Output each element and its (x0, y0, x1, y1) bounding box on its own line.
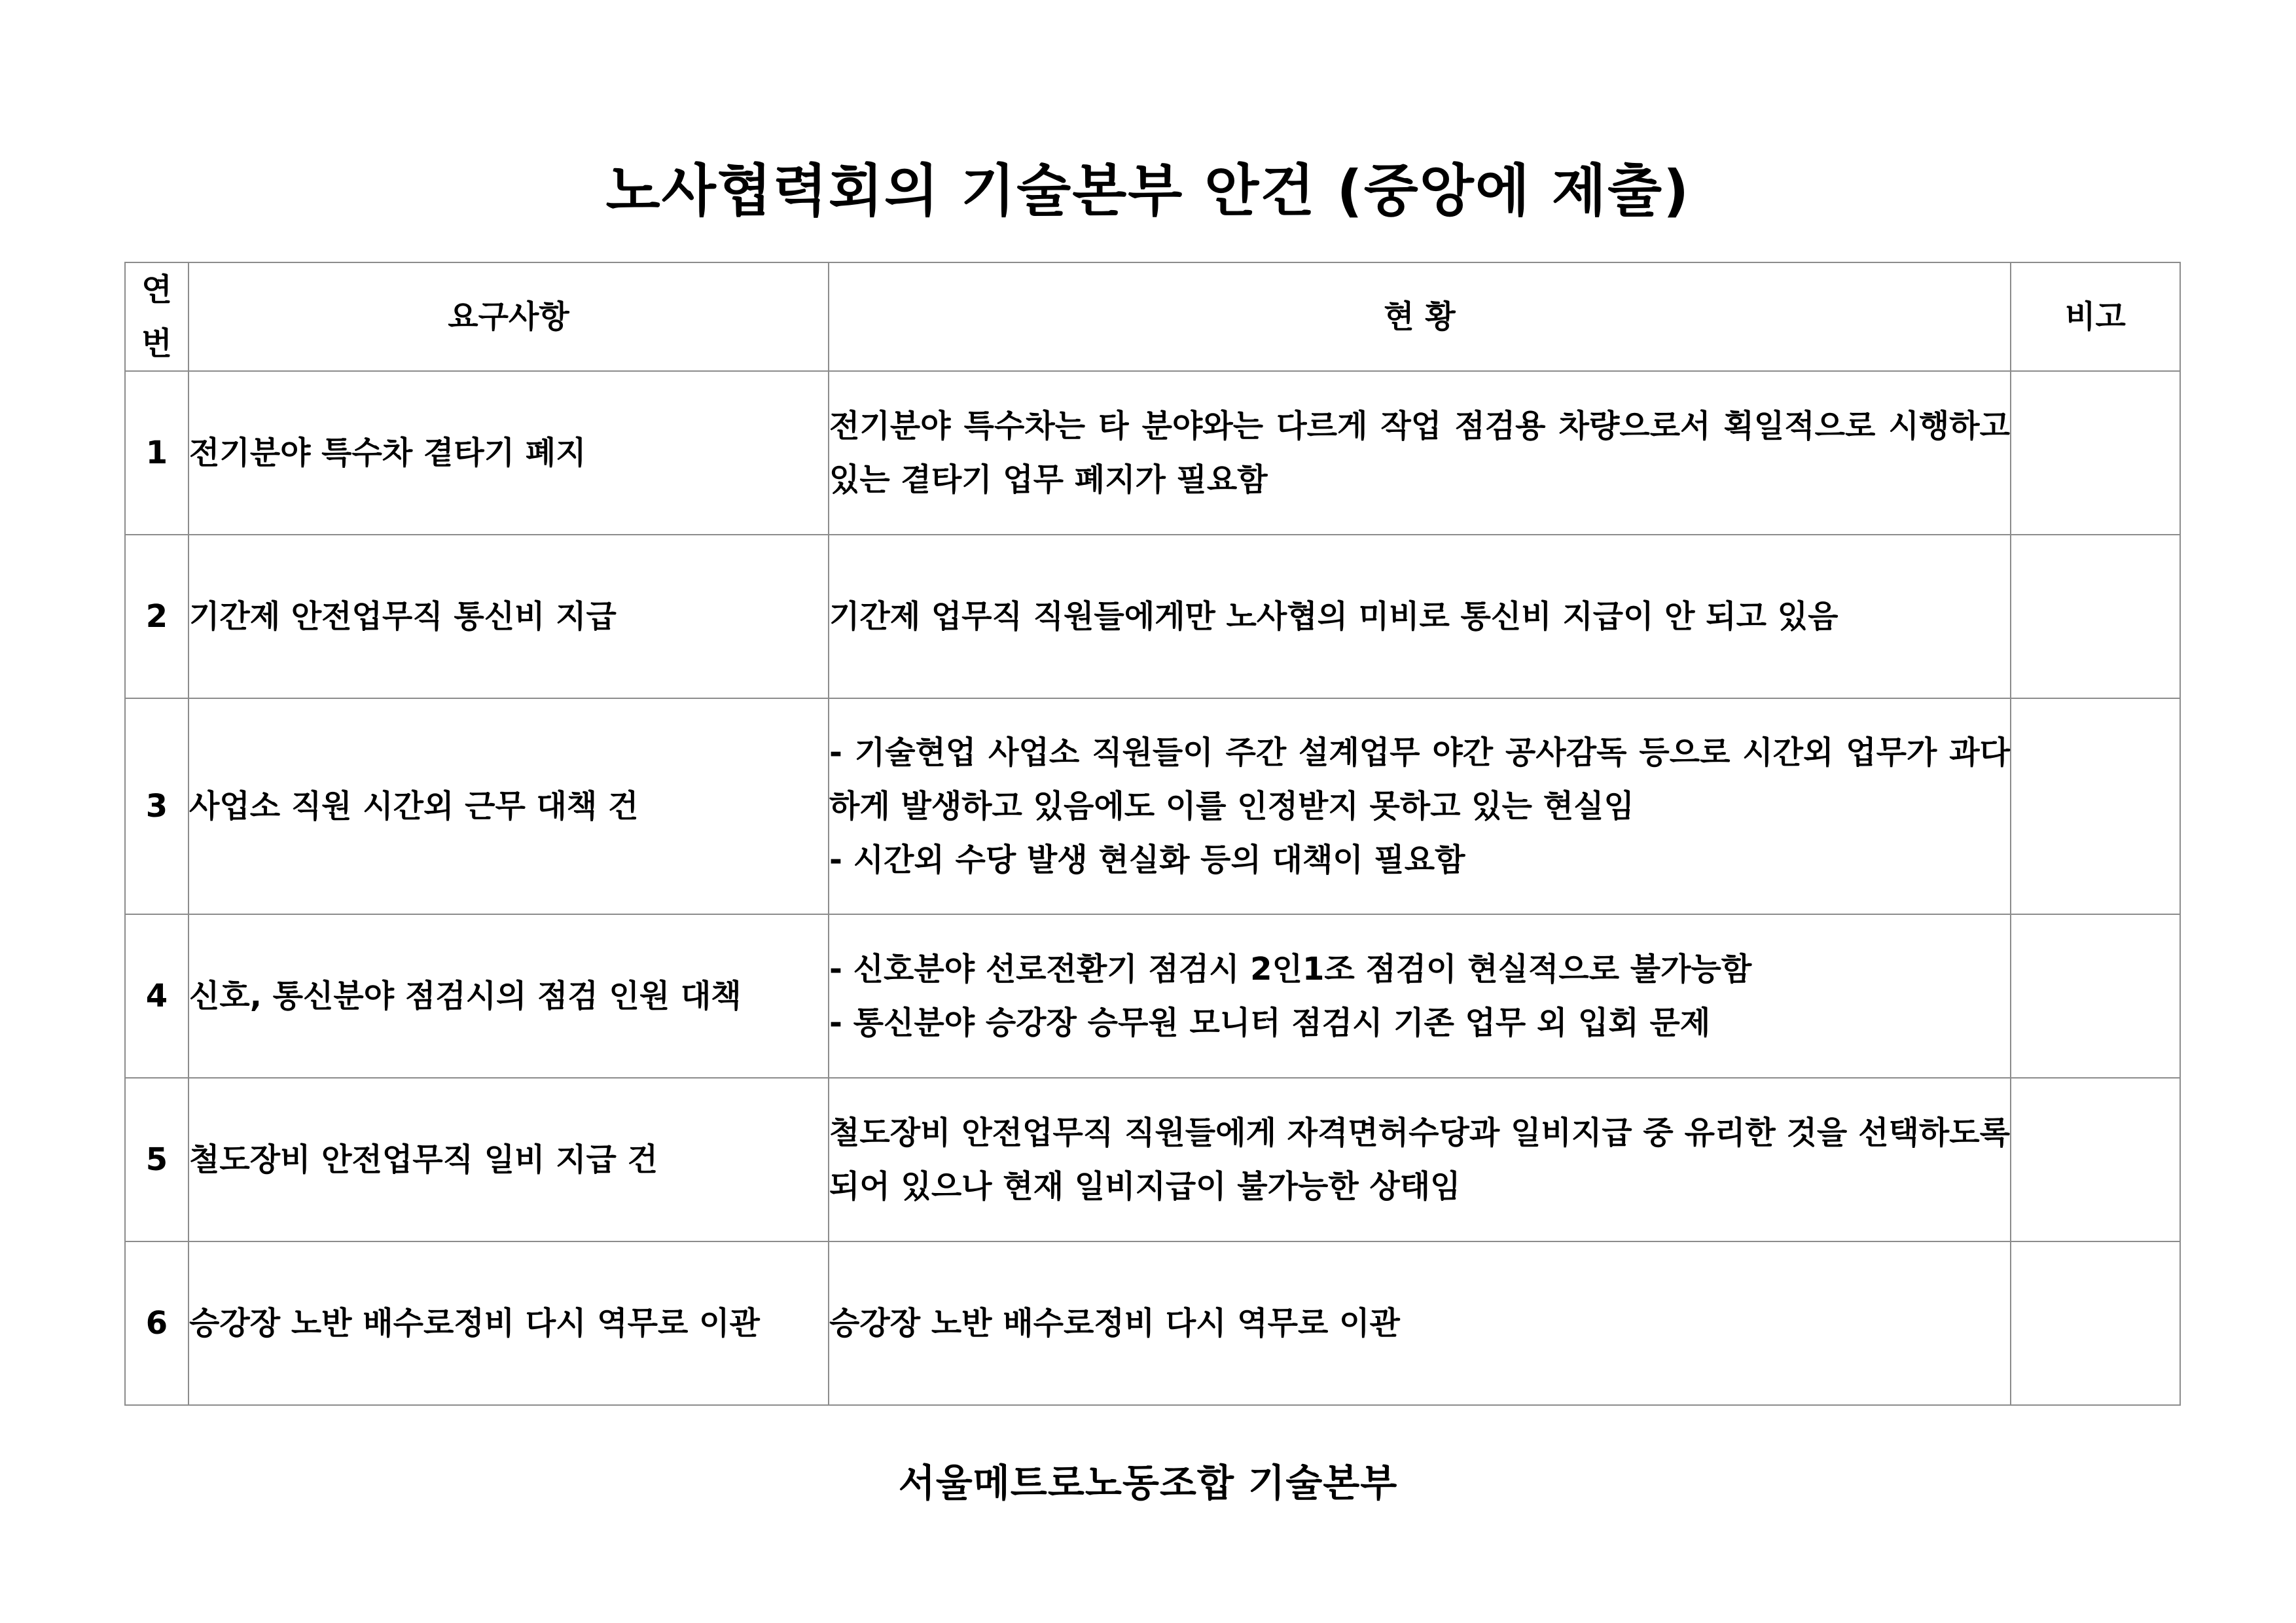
document-footer-organization: 서울메트로노동조합 기술본부 (898, 1461, 1398, 1505)
status-line: 전기분야 특수차는 타 분야와는 다르게 작업 점검용 차량으로서 획일적으로 시행하고 있는 곁타기 업무 폐지가 필요함 (829, 408, 2010, 498)
table-row (125, 1078, 2180, 1241)
row-status (829, 371, 2011, 535)
status-line: - 통신분야 승강장 승무원 모니터 점검시 기존 업무 외 입회 문제 (829, 1005, 1711, 1041)
row-note (2011, 1241, 2180, 1405)
row-number: 4 (125, 914, 188, 1078)
table-row (125, 914, 2180, 1078)
row-note (2011, 1078, 2180, 1241)
table-row (125, 371, 2180, 535)
status-line: - 신호분야 선로전환기 점검시 2인1조 점검이 현실적으로 불가능함 (829, 951, 1752, 988)
status-line: 철도장비 안전업무직 직원들에게 자격면허수당과 일비지급 중 유리한 것을 선택하도록 되어 있으나 현재 일비지급이 불가능한 상태임 (829, 1115, 2010, 1205)
row-number: 3 (125, 698, 188, 914)
row-status (829, 1078, 2011, 1241)
row-status (829, 698, 2011, 914)
row-requirement: 전기분야 특수차 곁타기 폐지 (188, 371, 829, 535)
status-line: 기간제 업무직 직원들에게만 노사협의 미비로 통신비 지급이 안 되고 있음 (829, 598, 1839, 635)
status-line: - 시간외 수당 발생 현실화 등의 대책이 필요함 (829, 842, 1465, 878)
header-status: 현 황 (829, 262, 2011, 371)
row-number: 6 (125, 1241, 188, 1405)
status-line: - 기술현업 사업소 직원들이 주간 설계업무 야간 공사감독 등으로 시간외 업무가 과다하게 발생하고 있음에도 이를 인정받지 못하고 있는 현실임 (829, 734, 2010, 825)
table-row (125, 535, 2180, 698)
row-requirement: 기간제 안전업무직 통신비 지급 (188, 535, 829, 698)
row-status (829, 535, 2011, 698)
header-serial-line2: 번 (141, 325, 172, 362)
row-note (2011, 698, 2180, 914)
row-requirement: 철도장비 안전업무직 일비 지급 건 (188, 1078, 829, 1241)
row-status (829, 914, 2011, 1078)
row-requirement: 신호, 통신분야 점검시의 점검 인원 대책 (188, 914, 829, 1078)
header-note: 비고 (2011, 262, 2180, 371)
row-note (2011, 371, 2180, 535)
row-number: 2 (125, 535, 188, 698)
table-header-row (125, 262, 2180, 371)
row-requirement: 승강장 노반 배수로정비 다시 역무로 이관 (188, 1241, 829, 1405)
row-number: 5 (125, 1078, 188, 1241)
agenda-table (124, 262, 2181, 1406)
row-requirement: 사업소 직원 시간외 근무 대책 건 (188, 698, 829, 914)
table-row (125, 1241, 2180, 1405)
row-status (829, 1241, 2011, 1405)
row-number: 1 (125, 371, 188, 535)
status-line: 승강장 노반 배수로정비 다시 역무로 이관 (829, 1305, 1400, 1342)
header-serial-number (125, 262, 188, 371)
header-serial-line1: 연 (141, 272, 172, 308)
header-requirement: 요구사항 (188, 262, 829, 371)
table-row (125, 698, 2180, 914)
row-note (2011, 914, 2180, 1078)
row-note (2011, 535, 2180, 698)
document-title: 노사협력회의 기술본부 안건 (중앙에 제출) (605, 158, 1691, 224)
